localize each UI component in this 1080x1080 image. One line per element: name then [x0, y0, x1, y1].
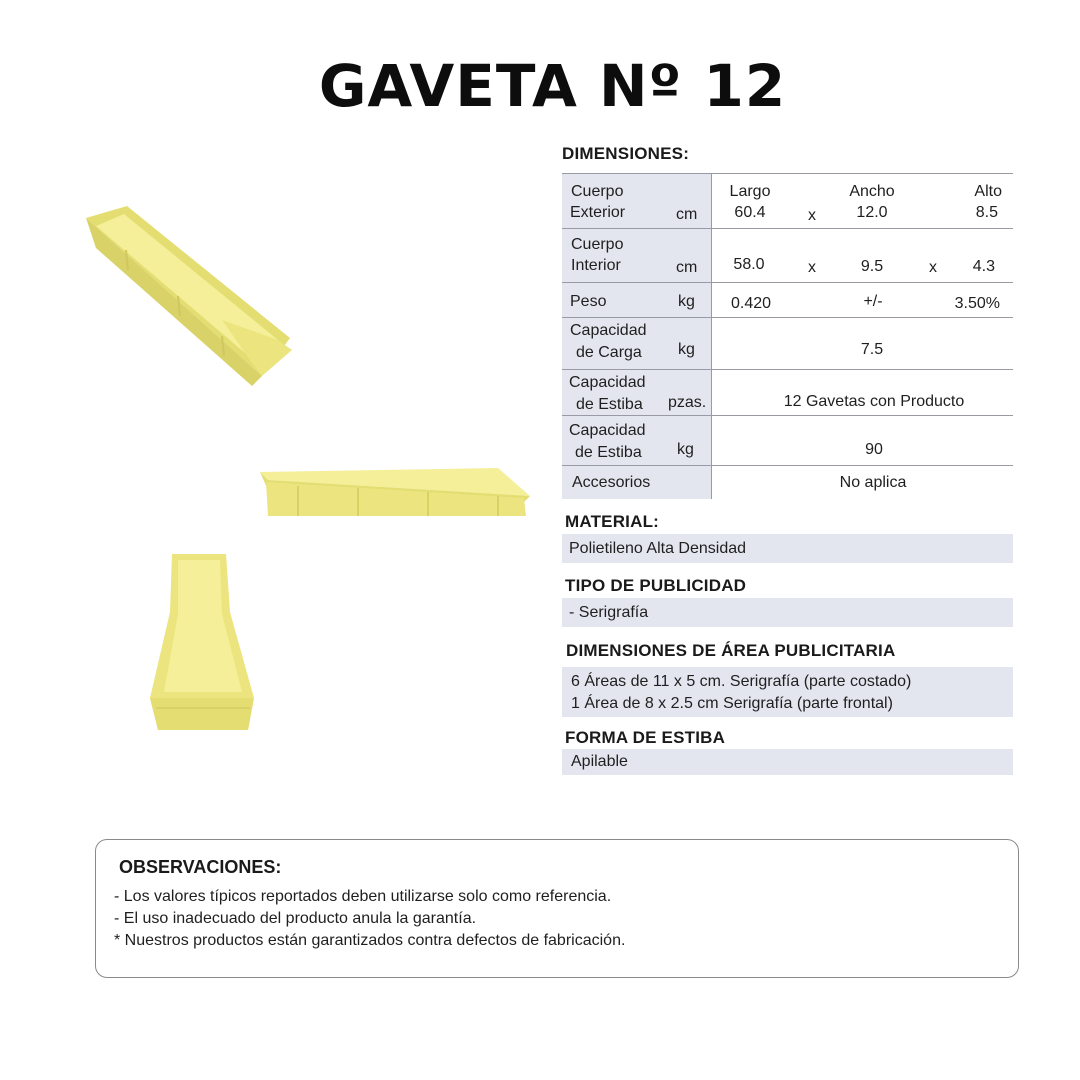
column-header-alto: Alto: [974, 183, 1002, 200]
product-image-side: [258, 462, 533, 520]
tolerance-sign: +/-: [863, 293, 883, 310]
observacion-line: * Nuestros productos están garantizados contra defectos de fabricación.: [114, 932, 626, 949]
material-heading: MATERIAL:: [565, 512, 660, 531]
row-label: de Estiba: [576, 396, 643, 413]
value-capacidad-carga: 7.5: [860, 341, 884, 358]
row-label: Cuerpo: [571, 236, 624, 253]
estiba-value: Apilable: [571, 753, 628, 770]
material-value: Polietileno Alta Densidad: [569, 540, 747, 557]
table-row: [562, 229, 1013, 283]
separator-x: x: [808, 207, 816, 224]
separator-x: x: [929, 259, 937, 276]
value-capacidad-estiba-pzas: 12 Gavetas con Producto: [783, 393, 965, 410]
table-row: [562, 370, 1013, 416]
observacion-line: - Los valores típicos reportados deben utilizarse solo como referencia.: [114, 888, 612, 905]
publicidad-heading: TIPO DE PUBLICIDAD: [565, 576, 747, 595]
value-capacidad-estiba-kg: 90: [865, 441, 883, 458]
row-unit: cm: [676, 259, 698, 276]
dimensions-table: [562, 173, 1013, 499]
column-header-ancho: Ancho: [849, 183, 895, 200]
value-alto: 4.3: [972, 258, 995, 275]
row-label: Cuerpo: [571, 183, 624, 200]
estiba-heading: FORMA DE ESTIBA: [565, 728, 726, 747]
area-heading: DIMENSIONES DE ÁREA PUBLICITARIA: [566, 641, 896, 660]
row-label: de Estiba: [575, 444, 642, 461]
publicidad-value: - Serigrafía: [569, 604, 649, 621]
area-line: 6 Áreas de 11 x 5 cm. Serigrafía (parte costado): [571, 673, 912, 690]
row-unit: cm: [676, 206, 698, 223]
row-label: Capacidad: [569, 374, 646, 391]
area-line: 1 Área de 8 x 2.5 cm Serigrafía (parte frontal): [571, 695, 893, 712]
area-band: [562, 667, 1013, 717]
value-ancho: 12.0: [856, 204, 888, 221]
separator-x: x: [808, 259, 816, 276]
observacion-line: - El uso inadecuado del producto anula la garantía.: [114, 910, 477, 927]
row-unit: kg: [678, 341, 695, 358]
row-label: de Carga: [576, 344, 642, 361]
value-largo: 60.4: [734, 204, 766, 221]
row-label: Interior: [571, 257, 621, 274]
value-tolerance: 3.50%: [954, 295, 1000, 312]
value-alto: 8.5: [975, 204, 998, 221]
column-header-largo: Largo: [729, 183, 771, 200]
row-label: Peso: [570, 293, 607, 310]
observaciones-heading: OBSERVACIONES:: [119, 857, 282, 877]
table-row: [562, 318, 1013, 370]
material-band: [562, 534, 1013, 563]
product-image-angled: [82, 200, 297, 390]
dimensions-heading: DIMENSIONES:: [562, 144, 690, 163]
row-label: Capacidad: [570, 322, 647, 339]
row-label: Exterior: [570, 204, 626, 221]
observaciones-box: [95, 839, 1019, 978]
table-row: [562, 466, 1013, 499]
row-label: Accesorios: [572, 474, 651, 491]
row-unit: kg: [678, 293, 695, 310]
row-unit: kg: [677, 441, 694, 458]
table-row: [562, 173, 1013, 229]
value-accesorios: No aplica: [839, 474, 907, 491]
value-largo: 58.0: [733, 256, 765, 273]
row-unit: pzas.: [668, 394, 707, 411]
table-row: [562, 416, 1013, 466]
estiba-band: [562, 749, 1013, 775]
page-title: GAVETA Nº 12: [318, 52, 787, 120]
publicidad-band: [562, 598, 1013, 627]
row-label: Capacidad: [569, 422, 646, 439]
value-peso: 0.420: [730, 295, 772, 312]
value-ancho: 9.5: [860, 258, 884, 275]
product-image-front: [148, 552, 258, 734]
table-row: [562, 283, 1013, 318]
